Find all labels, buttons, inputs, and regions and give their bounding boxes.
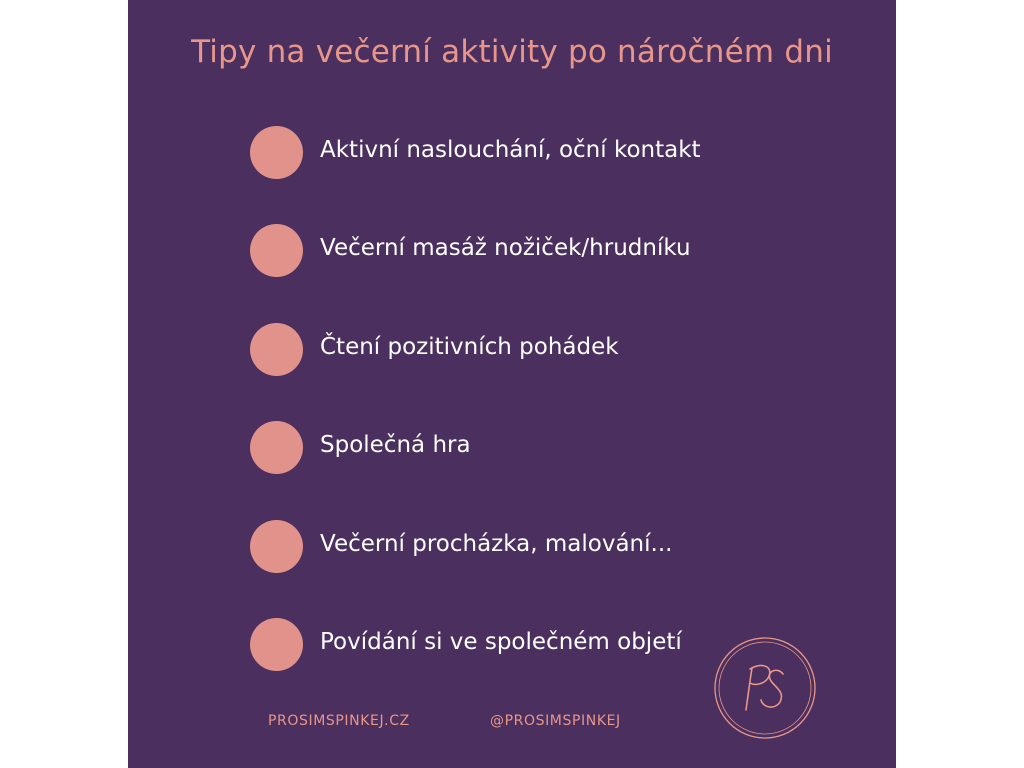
list-item [250,323,810,377]
bullet-circle-icon [250,323,303,376]
tip-text: Večerní procházka, malování... [320,530,673,557]
website-link[interactable]: PROSIMSPINKEJ.CZ [268,713,410,729]
social-handle-link[interactable]: @PROSIMSPINKEJ [490,713,621,729]
tip-text: Čtení pozitivních pohádek [320,333,619,360]
tip-text: Společná hra [320,432,471,459]
page-title: Tipy na večerní aktivity po náročném dni [191,34,833,70]
list-item [250,421,810,475]
tip-text: Aktivní naslouchání, oční kontakt [320,137,701,163]
bullet-circle-icon [250,126,303,179]
tip-text: Večerní masáž nožiček/hrudníku [320,235,691,262]
infographic-card [128,0,896,768]
list-item [250,224,810,278]
list-item [250,520,810,574]
tips-list [250,126,810,716]
ps-monogram-logo-icon [713,636,817,740]
bullet-circle-icon [250,421,303,474]
bullet-circle-icon [250,520,303,573]
list-item [250,126,810,180]
tip-text: Povídání si ve společném objetí [320,628,682,655]
bullet-circle-icon [250,618,303,671]
bullet-circle-icon [250,224,303,277]
